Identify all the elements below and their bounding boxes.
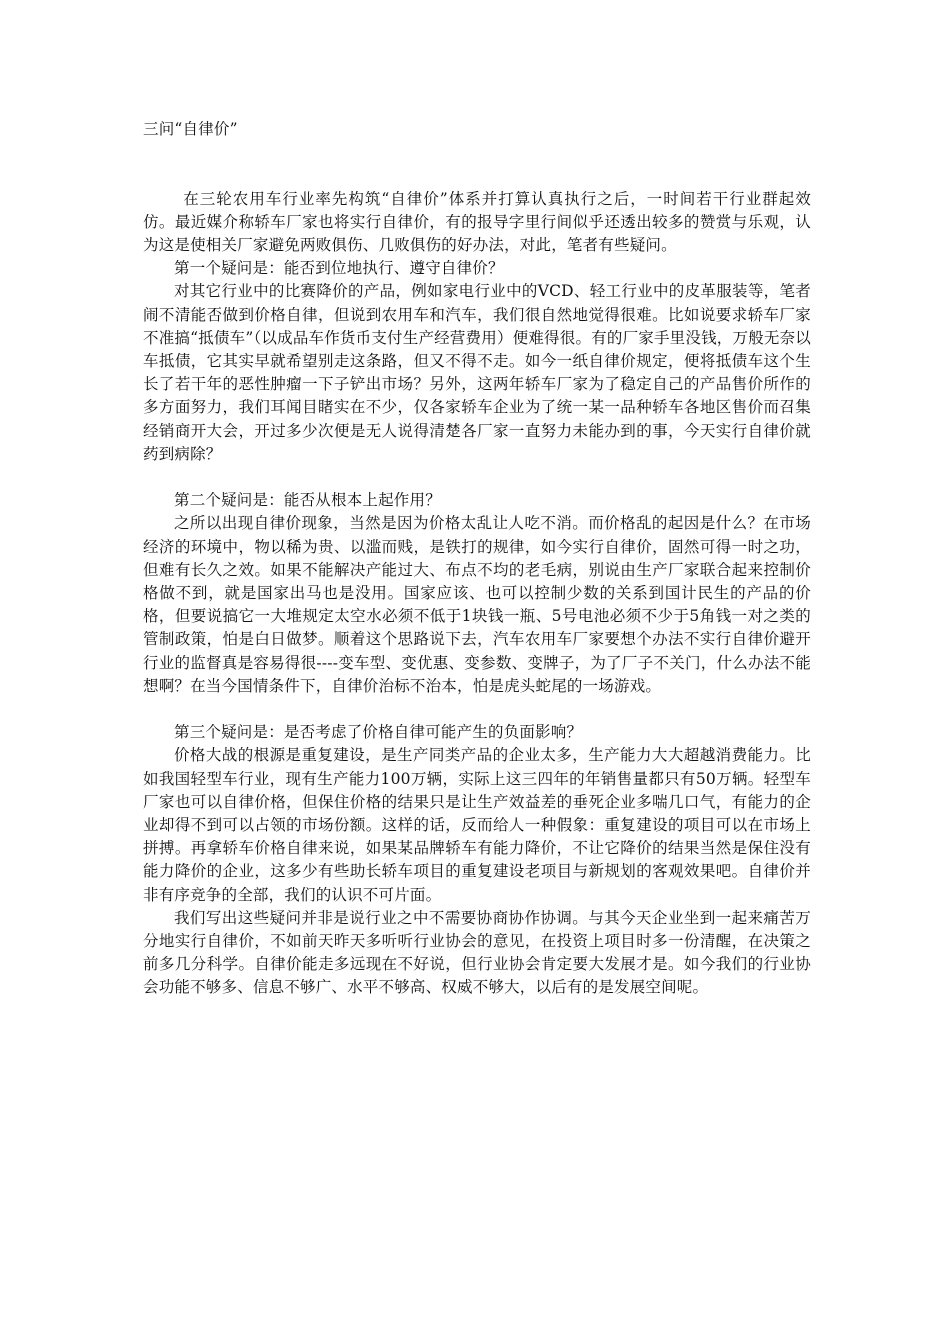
blank-line (143, 466, 811, 489)
conclusion-paragraph: 我们写出这些疑问并非是说行业之中不需要协商协作协调。与其今天企业坐到一起来痛苦万分地实行自律价，不如前天昨天多听听行业协会的意见，在投资上项目时多一份清醒，在决策之前多几分科学。自律价能走多远现在不好说，但行业协会肯定要大发展才是。如今我们的行业协会功能不够多、信息不够广、水平不够高、权威不够大，以后有的是发展空间呢。 (143, 908, 811, 997)
intro-paragraph: 在三轮农用车行业率先构筑“自律价”体系并打算认真执行之后，一时间若干行业群起效仿。最近媒介称轿车厂家也将实行自律价，有的报导字里行间似乎还透出较多的赞赏与乐观，认为这是使相关厂家避免两败俱伤、几败俱伤的好办法，对此，笔者有些疑问。 (143, 189, 811, 254)
question-1-heading: 第一个疑问是：能否到位地执行、遵守自律价？ (174, 259, 504, 278)
question-3-body: 价格大战的根源是重复建设，是生产同类产品的企业太多，生产能力大大超越消费能力。比如我国轻型车行业，现有生产能力100万辆，实际上这三四年的年销售量都只有50万辆。轻型车厂家也可以自律价格，但保住价格的结果只是让生产效益差的垂死企业多喘几口气，有能力的企业却得不到可以占领的市场份额。这样的话，反而给人一种假象：重复建设的项目可以在市场上拼搏。再拿轿车价格自律来说，如果某品牌轿车有能力降价，不让它降价的结果当然是保住没有能力降价的企业，这多少有些助长轿车项目的重复建设老项目与新规划的客观效果吧。自律价并非有序竞争的全部，我们的认识不可片面。 (143, 746, 811, 904)
question-2-heading: 第二个疑问是：能否从根本上起作用？ (174, 491, 441, 510)
question-1-body: 对其它行业中的比赛降价的产品，例如家电行业中的VCD、轻工行业中的皮革服装等，笔者闹不清能否做到价格自律，但说到农用车和汽车，我们很自然地觉得很难。比如说要求轿车厂家不准搞“抵债车”（以成品车作货币支付生产经营费用）便难得很。有的厂家手里没钱，万般无奈以车抵债，它其实早就希望别走这条路，但又不得不走。如今一纸自律价规定，便将抵债车这个生长了若干年的恶性肿瘤一下子铲出市场？另外，这两年轿车厂家为了稳定自己的产品售价所作的多方面努力，我们耳闻目睹实在不少，仅各家轿车企业为了统一某一品种轿车各地区售价而召集经销商开大会，开过多少次便是无人说得清楚各厂家一直努力未能办到的事，今天实行自律价就药到病除？ (143, 282, 811, 463)
blank-line (143, 698, 811, 721)
document-body (143, 118, 811, 1000)
question-2-body: 之所以出现自律价现象，当然是因为价格太乱让人吃不消。而价格乱的起因是什么？在市场经济的环境中，物以稀为贵、以滥而贱，是铁打的规律，如今实行自律价，固然可得一时之功，但难有长久之效。如果不能解决产能过大、布点不均的老毛病，别说由生产厂家联合起来控制价格做不到，就是国家出马也是没用。国家应该、也可以控制少数的关系到国计民生的产品的价格，但要说搞它一大堆规定太空水必须不低于1块钱一瓶、5号电池必须不少于5角钱一对之类的管制政策，怕是白日做梦。顺着这个思路说下去，汽车农用车厂家要想个办法不实行自律价避开行业的监督真是容易得很----变车型、变优惠、变参数、变牌子，为了厂子不关门，什么办法不能想啊？在当今国情条件下，自律价治标不治本，怕是虎头蛇尾的一场游戏。 (143, 514, 811, 695)
question-3-heading: 第三个疑问是：是否考虑了价格自律可能产生的负面影响？ (174, 723, 583, 742)
document-title: 三问“自律价” (143, 120, 238, 138)
blank-line (143, 164, 811, 187)
